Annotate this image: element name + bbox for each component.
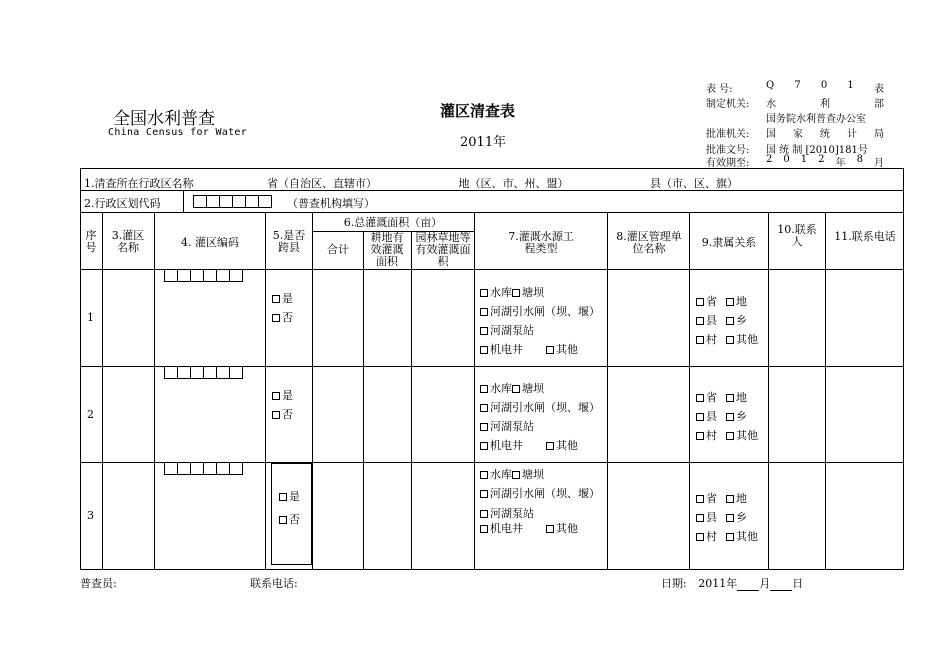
meta-approver-label: 批准机关:: [706, 129, 750, 140]
col-name: 3.灌区名称: [111, 229, 145, 254]
option-township[interactable]: 乡: [726, 410, 747, 423]
option-prefecture[interactable]: 地: [726, 492, 747, 505]
checkbox-icon: [696, 514, 704, 522]
option-well[interactable]: 机电井: [480, 522, 546, 536]
col-code: 4. 灌区编码: [181, 236, 239, 249]
option-other[interactable]: 其他: [546, 439, 578, 452]
col-seq: 序号: [85, 229, 97, 254]
row-seq: 1: [87, 311, 94, 324]
col-area-group: 6.总灌溉面积（亩）: [343, 216, 443, 229]
meta-char: 0: [783, 154, 790, 165]
meta-approver: [706, 125, 884, 138]
checkbox-icon: [726, 533, 734, 541]
admin-code-label: 2.行政区划代码: [84, 197, 161, 210]
affiliation-options: [696, 489, 758, 546]
row-seq: 3: [87, 509, 94, 522]
col-area-farm: 耕地有效灌溉面积: [370, 231, 404, 268]
region-label: 1.清查所在行政区名称: [84, 177, 194, 190]
option-yes[interactable]: 是: [279, 487, 300, 506]
option-county[interactable]: 县: [696, 508, 726, 527]
checkbox-icon: [480, 510, 488, 518]
checkbox-icon: [696, 336, 704, 344]
footer-date-year: 2011年: [698, 577, 738, 590]
option-village[interactable]: 村: [696, 527, 726, 546]
county-input[interactable]: [580, 179, 650, 191]
irrigation-code-boxes[interactable]: [165, 366, 243, 379]
option-river-diversion[interactable]: 河湖引水闸（坝、堰）: [480, 398, 600, 417]
admin-code-boxes[interactable]: [194, 195, 272, 208]
meta-approval-no-label: 批准文号:: [706, 145, 750, 156]
meta-char: 家: [793, 129, 803, 140]
province-suffix: 省（自治区、直辖市）: [267, 177, 377, 190]
footer-day-input[interactable]: [770, 579, 792, 591]
footer-date-label: 日期:: [661, 577, 687, 590]
meta-char: 国: [766, 129, 776, 140]
option-other[interactable]: 其他: [726, 530, 758, 543]
option-river-diversion[interactable]: 河湖引水闸（坝、堰）: [480, 484, 600, 503]
census-subtitle: China Census for Water: [108, 127, 248, 138]
checkbox-icon: [696, 495, 704, 503]
checkbox-icon: [272, 295, 280, 303]
checkbox-icon: [480, 423, 488, 431]
option-no[interactable]: 否: [272, 308, 293, 327]
option-other[interactable]: 其他: [726, 333, 758, 346]
meta-char: 年: [835, 158, 846, 169]
option-river-pump[interactable]: 河湖泵站: [480, 417, 600, 436]
meta-issuer: [706, 95, 884, 108]
meta-form-no: [706, 80, 884, 93]
source-options: [480, 379, 600, 455]
checkbox-icon: [546, 525, 554, 533]
city-input[interactable]: [389, 179, 459, 191]
option-prefecture[interactable]: 地: [726, 391, 747, 404]
checkbox-icon: [480, 308, 488, 316]
option-reservoir[interactable]: 水库: [480, 382, 512, 395]
meta-approval-no: [706, 141, 884, 154]
checkbox-icon: [480, 327, 488, 335]
meta-char: 利: [820, 99, 830, 110]
checkbox-icon: [696, 413, 704, 421]
meta-char: 统: [820, 129, 830, 140]
checkbox-icon: [726, 495, 734, 503]
cross-county-options: [279, 487, 300, 529]
region-row: [84, 175, 738, 191]
checkbox-icon: [272, 392, 280, 400]
checkbox-icon: [546, 442, 554, 450]
checkbox-icon: [696, 317, 704, 325]
option-no[interactable]: 否: [279, 510, 300, 529]
option-township[interactable]: 乡: [726, 511, 747, 524]
admin-code-note: （普查机构填写）: [287, 197, 375, 210]
option-other[interactable]: 其他: [726, 429, 758, 442]
option-other[interactable]: 其他: [546, 522, 578, 535]
source-options: [480, 283, 600, 359]
footer-surveyor: 普查员:: [80, 577, 117, 590]
checkbox-icon: [696, 394, 704, 402]
footer-date-month: 月: [759, 577, 771, 590]
footer-phone: 联系电话:: [250, 577, 298, 590]
option-pond[interactable]: 塘坝: [512, 382, 544, 395]
affiliation-options: [696, 388, 758, 445]
meta-approval-no-value: 国 统 制 [2010]181号: [766, 145, 868, 156]
option-reservoir[interactable]: 水库: [480, 468, 512, 481]
checkbox-icon: [512, 289, 520, 297]
meta-char: 水: [766, 99, 776, 110]
option-village[interactable]: 村: [696, 426, 726, 445]
city-suffix: 地（区、市、州、盟）: [458, 177, 569, 190]
checkbox-icon: [279, 516, 287, 524]
checkbox-icon: [480, 490, 488, 498]
checkbox-icon: [726, 432, 734, 440]
meta-char: 计: [847, 129, 857, 140]
checkbox-icon: [696, 533, 704, 541]
option-pond[interactable]: 塘坝: [512, 286, 544, 299]
county-suffix: 县（市、区、旗）: [650, 177, 738, 190]
checkbox-icon: [726, 336, 734, 344]
checkbox-icon: [480, 442, 488, 450]
option-other[interactable]: 其他: [546, 343, 578, 356]
col-area-garden: 园林草地等有效灌溉面积: [415, 231, 471, 268]
meta-char: 月: [873, 158, 884, 169]
form-year: 2011年: [460, 135, 507, 150]
checkbox-icon: [480, 471, 488, 479]
option-village[interactable]: 村: [696, 330, 726, 349]
option-province[interactable]: 省: [696, 388, 726, 407]
meta-char: Q: [766, 80, 775, 91]
option-no[interactable]: 否: [272, 405, 293, 424]
checkbox-icon: [480, 346, 488, 354]
meta-issuer-line2: [706, 110, 884, 123]
meta-form-no-label: 表 号:: [706, 84, 733, 95]
col-contact: 10.联系人: [777, 223, 817, 248]
irrigation-code-boxes[interactable]: [165, 269, 243, 282]
meta-char: 0: [820, 80, 828, 91]
checkbox-icon: [726, 298, 734, 306]
checkbox-icon: [480, 385, 488, 393]
meta-issuer-office: 国务院水利普查办公室: [766, 114, 866, 125]
option-province[interactable]: 省: [696, 489, 726, 508]
province-input[interactable]: [197, 179, 267, 191]
checkbox-icon: [272, 314, 280, 322]
meta-issuer-label: 制定机关:: [706, 99, 750, 110]
option-township[interactable]: 乡: [726, 314, 747, 327]
meta-char: 表: [873, 84, 884, 95]
col-cross: 5.是否跨县: [272, 229, 306, 254]
option-prefecture[interactable]: 地: [726, 295, 747, 308]
col-source: 7.灌溉水源工程类型: [508, 230, 574, 255]
checkbox-icon: [696, 432, 704, 440]
option-river-pump[interactable]: 河湖泵站: [480, 321, 600, 340]
option-county[interactable]: 县: [696, 311, 726, 330]
meta-char: 8: [856, 154, 863, 165]
meta-valid: [706, 154, 884, 167]
meta-char: 1: [800, 154, 808, 165]
option-river-diversion[interactable]: 河湖引水闸（坝、堰）: [480, 302, 600, 321]
checkbox-icon: [512, 471, 520, 479]
checkbox-icon: [480, 525, 488, 533]
form-title: 灌区清查表: [440, 102, 516, 120]
option-river-pump[interactable]: 河湖泵站: [480, 503, 600, 522]
col-agency: 8.灌区管理单位名称: [616, 230, 682, 255]
meta-char: 2: [766, 154, 773, 165]
checkbox-icon: [696, 298, 704, 306]
meta-char: 1: [847, 80, 854, 91]
option-pond[interactable]: 塘坝: [512, 468, 544, 481]
affiliation-options: [696, 292, 758, 349]
checkbox-icon: [480, 404, 488, 412]
footer-date-day: 日: [792, 577, 804, 590]
checkbox-icon: [480, 289, 488, 297]
meta-char: 局: [874, 129, 884, 140]
checkbox-icon: [726, 413, 734, 421]
meta-char: 2: [818, 154, 825, 165]
option-well[interactable]: 机电井: [480, 340, 546, 359]
option-province[interactable]: 省: [696, 292, 726, 311]
irrigation-code-boxes[interactable]: [165, 462, 243, 475]
checkbox-icon: [726, 394, 734, 402]
checkbox-icon: [726, 514, 734, 522]
meta-valid-label: 有效期至:: [706, 158, 750, 169]
cross-county-options: [272, 386, 293, 424]
option-well[interactable]: 机电井: [480, 436, 546, 455]
checkbox-icon: [546, 346, 554, 354]
option-reservoir[interactable]: 水库: [480, 286, 512, 299]
meta-char: 部: [874, 99, 884, 110]
row-seq: 2: [87, 408, 94, 421]
meta-char: 7: [794, 80, 801, 91]
col-phone: 11.联系电话: [834, 230, 896, 243]
checkbox-icon: [272, 411, 280, 419]
option-county[interactable]: 县: [696, 407, 726, 426]
col-area-total: 合计: [327, 243, 349, 256]
option-yes[interactable]: 是: [272, 386, 293, 405]
checkbox-icon: [279, 493, 287, 501]
census-title: 全国水利普查: [113, 109, 215, 129]
cross-county-options: [272, 289, 293, 327]
checkbox-icon: [726, 317, 734, 325]
source-options: [480, 465, 600, 536]
col-affiliation: 9.隶属关系: [701, 236, 757, 249]
checkbox-icon: [512, 385, 520, 393]
footer-month-input[interactable]: [737, 579, 759, 591]
option-yes[interactable]: 是: [272, 289, 293, 308]
footer-date: [661, 575, 803, 591]
